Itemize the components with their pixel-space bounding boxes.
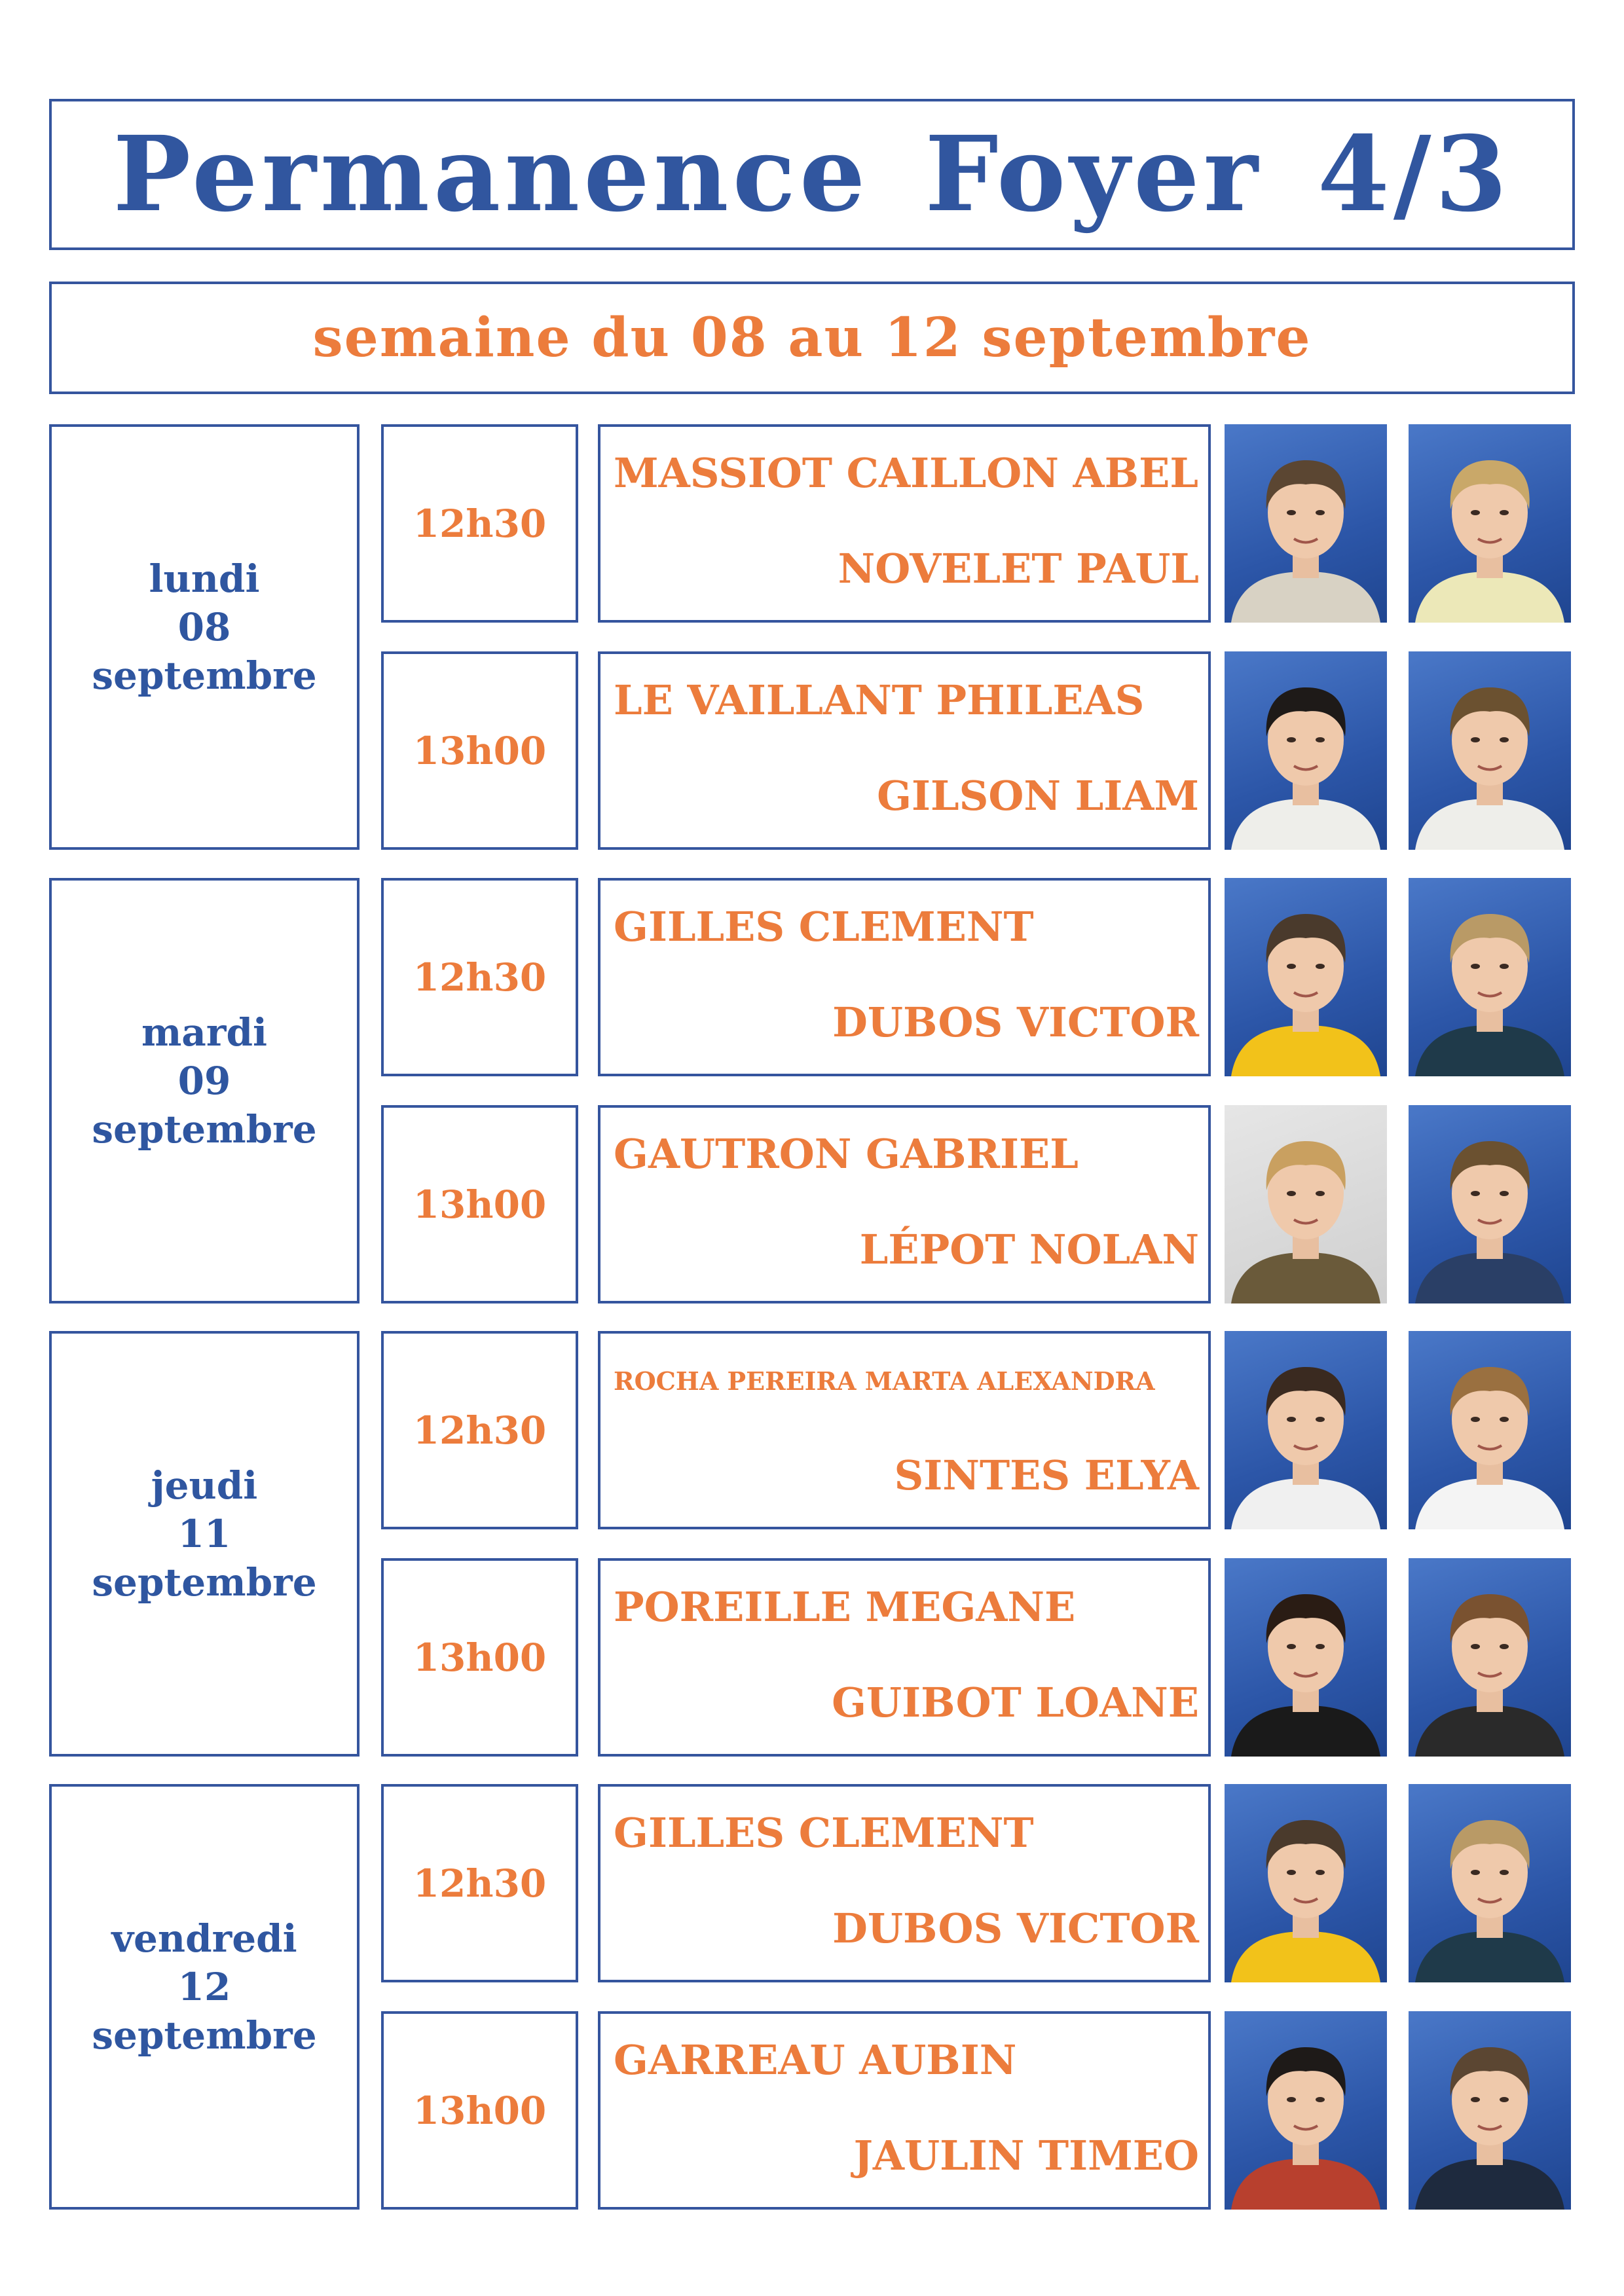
day-name: jeudi — [151, 1463, 258, 1508]
student-name-2: NOVELET PAUL — [838, 545, 1199, 592]
time-label: 12h30 — [413, 1861, 547, 1906]
day-name: vendredi — [111, 1916, 297, 1961]
time-label: 13h00 — [413, 1182, 547, 1227]
student-photo-2 — [1409, 1331, 1571, 1529]
student-photo-1 — [1225, 2011, 1387, 2210]
day-num: 12 — [177, 1965, 231, 2009]
student-name-2: LÉPOT NOLAN — [859, 1226, 1199, 1273]
student-name-1: GILLES CLEMENT — [614, 903, 1034, 951]
student-photo-1 — [1225, 1331, 1387, 1529]
day-cell-mardi — [49, 878, 360, 1303]
week-panel — [49, 282, 1575, 394]
student-name-2: DUBOS VICTOR — [832, 998, 1199, 1046]
student-name-2: DUBOS VICTOR — [832, 1904, 1199, 1952]
time-label: 13h00 — [413, 2088, 547, 2133]
student-name-1: ROCHA PEREIRA MARTA ALEXANDRA — [614, 1366, 1155, 1396]
student-name-1: GAUTRON GABRIEL — [614, 1130, 1079, 1178]
day-num: 08 — [177, 605, 231, 649]
title-panel — [49, 99, 1575, 250]
time-cell — [381, 1331, 578, 1529]
student-photo-1 — [1225, 878, 1387, 1076]
time-label: 12h30 — [413, 955, 547, 1000]
day-num: 11 — [177, 1512, 231, 1556]
day-name: lundi — [149, 556, 260, 601]
student-name-2: GILSON LIAM — [877, 772, 1199, 820]
student-photo-1 — [1225, 651, 1387, 850]
student-photo-2 — [1409, 1105, 1571, 1303]
students-cell — [598, 1105, 1211, 1303]
page-title: Permanence Foyer 4/3 — [113, 114, 1511, 235]
students-cell — [598, 1784, 1211, 1982]
day-month: septembre — [92, 653, 317, 698]
day-month: septembre — [92, 2013, 317, 2058]
student-photo-2 — [1409, 1558, 1571, 1757]
time-cell — [381, 424, 578, 623]
student-name-1: LE VAILLANT PHILEAS — [614, 676, 1145, 724]
time-cell — [381, 1558, 578, 1757]
day-cell-vendredi — [49, 1784, 360, 2210]
time-label: 13h00 — [413, 728, 547, 773]
week-subtitle: semaine du 08 au 12 septembre — [312, 306, 1312, 369]
student-photo-1 — [1225, 1105, 1387, 1303]
day-num: 09 — [177, 1059, 231, 1103]
time-label: 13h00 — [413, 1635, 547, 1680]
day-month: septembre — [92, 1560, 317, 1605]
time-label: 12h30 — [413, 501, 547, 546]
student-name-2: JAULIN TIMEO — [853, 2132, 1199, 2179]
day-cell-jeudi — [49, 1331, 360, 1757]
students-cell — [598, 878, 1211, 1076]
day-label — [92, 555, 316, 700]
students-cell — [598, 651, 1211, 850]
day-cell-lundi — [49, 424, 360, 850]
time-cell — [381, 878, 578, 1076]
student-photo-2 — [1409, 878, 1571, 1076]
student-photo-1 — [1225, 1558, 1387, 1757]
day-label — [92, 1008, 316, 1154]
student-name-1: GILLES CLEMENT — [614, 1809, 1034, 1857]
student-photo-1 — [1225, 1784, 1387, 1982]
students-cell — [598, 424, 1211, 623]
day-month: septembre — [92, 1107, 317, 1152]
student-name-1: MASSIOT CAILLON ABEL — [614, 449, 1198, 497]
time-label: 12h30 — [413, 1408, 547, 1453]
student-photo-1 — [1225, 424, 1387, 623]
student-name-1: POREILLE MEGANE — [614, 1583, 1076, 1631]
time-cell — [381, 651, 578, 850]
student-photo-2 — [1409, 1784, 1571, 1982]
day-name: mardi — [141, 1010, 268, 1055]
day-label — [92, 1461, 316, 1607]
day-label — [92, 1914, 316, 2060]
students-cell — [598, 1331, 1211, 1529]
student-photo-2 — [1409, 424, 1571, 623]
students-cell — [598, 1558, 1211, 1757]
time-cell — [381, 1105, 578, 1303]
student-photo-2 — [1409, 2011, 1571, 2210]
time-cell — [381, 2011, 578, 2210]
students-cell — [598, 2011, 1211, 2210]
student-name-1: GARREAU AUBIN — [614, 2036, 1017, 2084]
student-name-2: GUIBOT LOANE — [832, 1679, 1199, 1726]
student-name-2: SINTES ELYA — [894, 1451, 1199, 1499]
time-cell — [381, 1784, 578, 1982]
student-photo-2 — [1409, 651, 1571, 850]
